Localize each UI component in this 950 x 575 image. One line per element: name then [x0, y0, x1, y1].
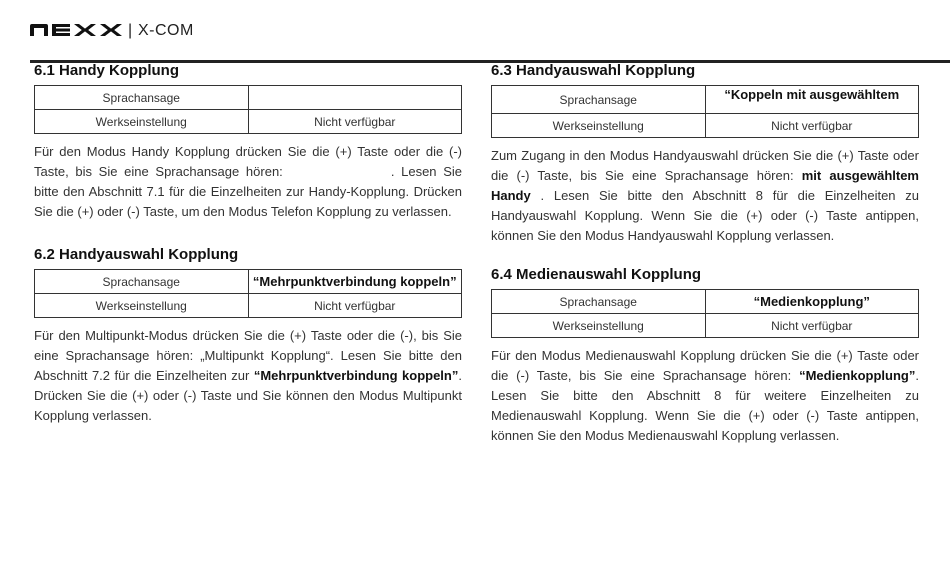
- paragraph-text: Für den Multipunkt-Modus drücken Sie die (+) Taste oder die (-), bis Sie eine Sprachansage hören: „Multipunkt Kopplung“. Lesen Sie bitte den Abschnitt 7.2 für die Einzelheiten zur: [34, 328, 462, 383]
- nexx-logo: [30, 24, 122, 36]
- left-column: [34, 60, 462, 426]
- value-werkseinstellung: Nicht verfügbar: [248, 294, 462, 318]
- section-title-6-3: 6.3 Handyauswahl Kopplung: [491, 62, 696, 79]
- label-werkseinstellung: Werkseinstellung: [492, 314, 706, 338]
- paragraph-bold-text: “Medienkopplung”: [799, 368, 916, 383]
- paragraph-text: Für den Modus Handy Kopplung drücken Sie die (+) Taste oder die (-) Taste, bis Sie eine Sprachansage hören:: [34, 144, 462, 179]
- spec-table-6-2: [34, 269, 462, 318]
- paragraph-text: Für den Modus Medienauswahl Kopplung drücken Sie die (+) Taste oder die (-) Taste, bis Sie eine Sprachansage hören:: [491, 348, 919, 383]
- model-name: X-COM: [138, 22, 194, 39]
- label-werkseinstellung: Werkseinstellung: [35, 294, 249, 318]
- section-title-6-2: 6.2 Handyauswahl Kopplung: [34, 246, 239, 263]
- paragraph-6-4: [491, 346, 919, 446]
- section-title-6-4: 6.4 Medienauswahl Kopplung: [491, 266, 702, 283]
- paragraph-6-2: [34, 326, 462, 426]
- right-column: [491, 60, 919, 446]
- header-separator: |: [128, 22, 133, 39]
- spec-table-6-3: [491, 85, 919, 138]
- value-werkseinstellung: Nicht verfügbar: [248, 110, 462, 134]
- value-sprachansage: “Koppeln mit ausgewähltem: [705, 86, 919, 114]
- spec-table-6-4: [491, 289, 919, 338]
- paragraph-bold-text: “Mehrpunktverbindung koppeln”: [253, 368, 459, 383]
- page-header: [30, 18, 950, 48]
- value-werkseinstellung: Nicht verfügbar: [705, 314, 919, 338]
- value-werkseinstellung: Nicht verfügbar: [705, 114, 919, 138]
- label-werkseinstellung: Werkseinstellung: [492, 114, 706, 138]
- paragraph-6-1: [34, 142, 462, 222]
- value-sprachansage: “Medienkopplung”: [705, 290, 919, 314]
- spec-table-6-1: [34, 85, 462, 134]
- paragraph-6-3: [491, 146, 919, 246]
- paragraph-text: . Lesen Sie bitte den Abschnitt 7.1 für die Einzelheiten zur Handy-Kopplung. Drücken Sie die (+) oder (-) Taste, um den Modus Telefon Kopplung zu verlassen.: [34, 164, 463, 219]
- paragraph-text: . Lesen Sie bitte den Abschnitt 8 für die Einzelheiten zu Handyauswahl Kopplung. Wenn Sie die (+) oder (-) Taste antippen, können Sie den Modus Handyauswahl Kopplung verlassen.: [491, 188, 919, 243]
- label-sprachansage: Sprachansage: [492, 290, 706, 314]
- value-sprachansage: “Mehrpunktverbindung koppeln”: [248, 270, 462, 294]
- label-sprachansage: Sprachansage: [35, 86, 249, 110]
- paragraph-bold-text: mit ausgewähltem Handy: [491, 168, 919, 203]
- paragraph-text: . Drücken Sie die (+) oder (-) Taste und Sie können den Modus Multipunkt Kopplung verlassen.: [34, 368, 462, 423]
- section-title-6-1: 6.1 Handy Kopplung: [34, 62, 180, 79]
- value-sprachansage: [248, 86, 462, 110]
- paragraph-text: Zum Zugang in den Modus Handyauswahl drücken Sie die (+) Taste oder die (-) Taste, bis Sie eine Sprachansage hören:: [491, 148, 919, 183]
- label-sprachansage: Sprachansage: [35, 270, 249, 294]
- label-werkseinstellung: Werkseinstellung: [35, 110, 249, 134]
- label-sprachansage: Sprachansage: [492, 86, 706, 114]
- paragraph-text: . Lesen Sie bitte den Abschnitt 8 für weitere Einzelheiten zu Medienauswahl Kopplung. Wenn Sie die (+) oder (-) Taste antippen, können Sie den Modus Medienauswahl Kopplung verlassen.: [491, 368, 919, 443]
